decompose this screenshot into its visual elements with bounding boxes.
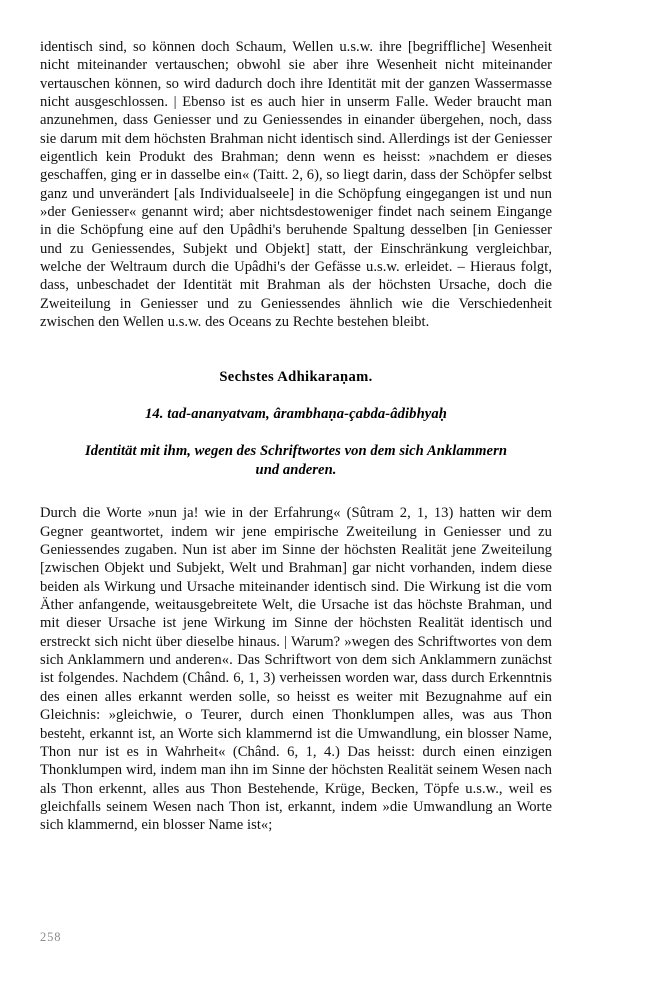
text-column [40,38,552,835]
heading-german-title [40,442,552,479]
spacer-before-adhikaranam [40,332,552,368]
spacer-before-body-second [40,479,552,504]
body-paragraph-second: Durch die Worte »nun ja! wie in der Erfahrung« (Sûtram 2, 1, 13) hatten wir dem Gegner geantwortet, indem wir jene empirische Zweiteilung in Geniesser und zu Geniessendes zugaben. Nun ist aber im Sinne der höchsten Realität jene Zweiteilung [zwischen Objekt und Subjekt, Welt und Brahman] gar nicht vorhanden, indem diese beiden als Wirkung und Ursache miteinander identisch sind. Die Wirkung ist die vom Äther anfangende, weitausgebreitete Welt, die Ursache ist das höchste Brahman, und mit dieser Ursache ist jene Wirkung im Sinne der höchsten Realität identisch und erstreckt sich nicht über dieselbe hinaus. | Warum? »wegen des Schriftwortes von dem sich Anklammern und anderen«. Das Schriftwort von dem sich Anklammern zunächst ist folgendes. Nachdem (Chând. 6, 1, 3) verheissen worden war, dass durch Erkenntnis des einen alles erkannt werden solle, so heisst es weiter mit Bezugnahme auf ein Gleichnis: »gleichwie, o Teurer, durch einen Thonklumpen alles, was aus Thon besteht, erkannt ist, an Worte sich klammernd ist die Umwandlung, ein blosser Name, Thon nur ist es in Wahrheit« (Chând. 6, 1, 4.) Das heisst: durch einen einzigen Thonklumpen wird, indem man ihn im Sinne der höchsten Realität seinem Wesen nach als Thon erkennt, alles aus Thon Bestehende, Krüge, Becken, Töpfe u.s.w., weil es gleichfalls seinem Wesen nach Thon ist, erkannt, indem »die Umwandlung an Worte sich klammernd, ein blosser Name ist«; [40,505,552,834]
heading-german-title-line-1: Identität mit ihm, wegen des Schriftwortes von dem sich Anklammern [85,443,507,460]
body-paragraph-first: identisch sind, so können doch Schaum, Wellen u.s.w. ihre [begriffliche] Wesenheit nicht miteinander vertauschen; obwohl sie aber ihre Wesenheit nicht miteinander vertauschen können, so wird dadurch doch ihre Identität mit der ganzen Wassermasse nicht ausgeschlossen. | Ebenso ist es auch hier in unserm Falle. Weder braucht man anzunehmen, dass Geniesser und zu Geniessendes in einander übergehen, noch, dass sie darum mit dem höchsten Brahman nicht identisch sind. Allerdings ist der Geniesser eigentlich kein Produkt des Brahman; denn wenn es heisst: »nachdem er dieses geschaffen, ging er in dasselbe ein« (Taitt. 2, 6), so liegt darin, dass der Schöpfer selbst ganz und unverändert [als Individualseele] in die Schöpfung eingegangen ist und nun »der Geniesser« genannt wird; aber nichtsdestoweniger findet nach seinem Eingange in die Schöpfung eine auf den Upâdhi's beruhende Spaltung desselben [in Geniesser und zu Geniessendes, Subjekt und Objekt] statt, der Einschränkung vergleichbar, welche der Weltraum durch die Upâdhi's der Gefässe u.s.w. erleidet. – Hieraus folgt, dass, unbeschadet der Identität mit Brahman als der höchsten Ursache, doch die Zweiteilung in Geniesser und zu Geniessendes ähnlich wie die Verschiedenheit zwischen den Wellen u.s.w. des Oceans zu Rechte bestehen bleibt. [40,39,552,331]
heading-german-title-line-2: und anderen. [255,461,337,478]
page-number: 258 [40,930,62,944]
heading-sutra: 14. tad-ananyatvam, ârambhaṇa-çabda-âdibhyaḥ [145,405,447,422]
section-heading-group [40,368,552,480]
spacer-before-sutra [40,386,552,405]
heading-adhikaranam: Sechstes Adhikaraṇam. [219,368,373,385]
spacer-before-german-title [40,423,552,442]
